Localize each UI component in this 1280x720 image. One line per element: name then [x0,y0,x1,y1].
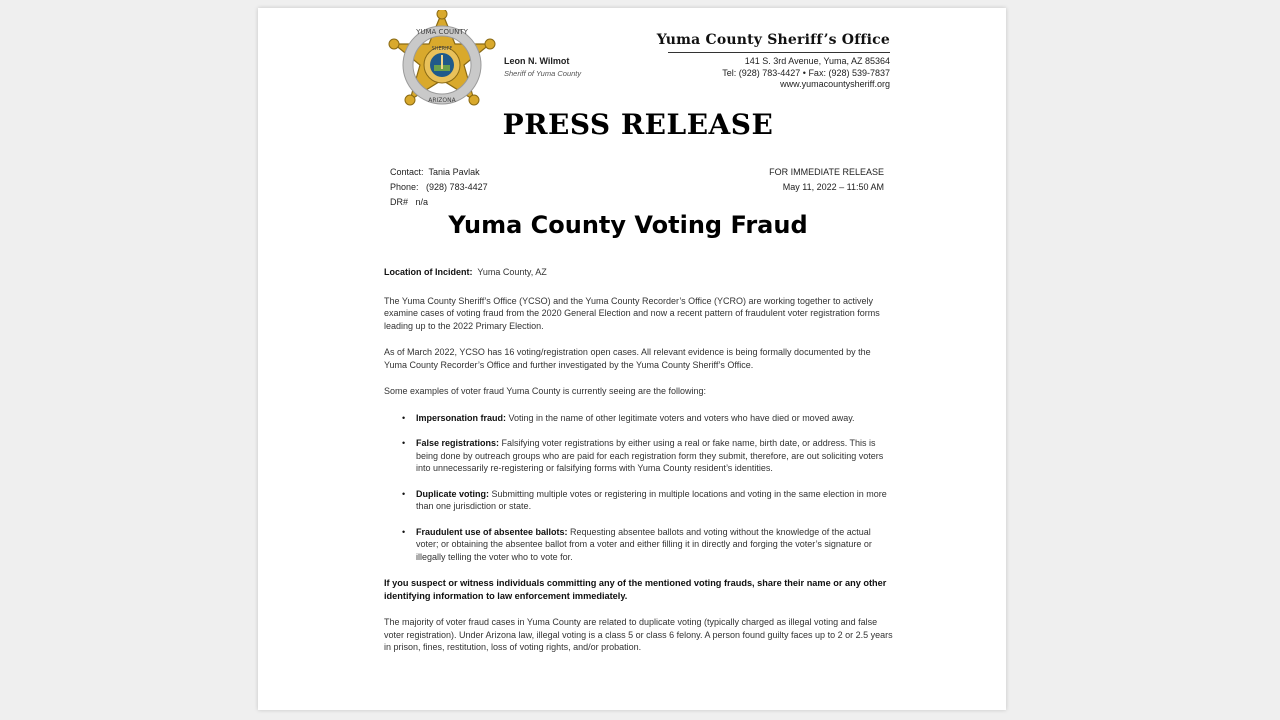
list-item-term: Fraudulent use of absentee ballots: [416,526,568,537]
badge-text-top: YUMA COUNTY [416,28,468,36]
office-name: Yuma County Sheriff’s Office [656,32,890,48]
list-item [416,412,894,425]
office-address-block [722,56,890,91]
list-item-text: Falsifying voter registrations by either using a real or fake name, birth date, or address. This is being done by outreach groups who are paid for each registration form they submit, therefore, are out soliciting voters into unnecessarily re-registering or falsifying forms with Yuma County resident’s identities. [416,438,884,473]
list-item-term: Duplicate voting: [416,488,490,499]
office-website: www.yumacountysheriff.org [780,79,890,89]
headline: Yuma County Voting Fraud [448,211,808,239]
contact-value: Tania Pavlak [428,167,480,177]
paragraph-3: Some examples of voter fraud Yuma County is currently seeing are the following: [384,386,707,396]
release-datetime: May 11, 2022 – 11:50 AM [782,182,884,192]
office-phone-fax: Tel: (928) 783-4427 • Fax: (928) 539-7837 [722,67,890,78]
sheriff-title: Sheriff of Yuma County [504,69,582,78]
list-item [416,526,894,564]
header-divider [668,52,890,53]
office-address: 141 S. 3rd Avenue, Yuma, AZ 85364 [744,56,890,66]
phone-label: Phone: [390,182,419,192]
sheriff-badge-logo [384,10,500,124]
location-value: Yuma County, AZ [477,267,547,277]
callout-paragraph: If you suspect or witness individuals committing any of the mentioned voting frauds, share their name or any other identifying information to law enforcement immediately. [384,578,887,601]
dr-value: n/a [415,197,429,207]
list-item-text: Submitting multiple votes or registering in multiple locations and voting in the same election in more than one jurisdiction or state. [416,488,887,511]
contact-label: Contact: [390,167,424,177]
badge-text-center: SHERIFF [431,46,453,52]
badge-text-bottom: ARIZONA [428,97,456,104]
release-block [769,165,884,195]
paragraph-4: The majority of voter fraud cases in Yuma County are related to duplicate voting (typically charged as illegal voting and false voter registration). Under Arizona law, illegal voting is a class 5 or class 6 felony. A person found guilty faces up to 2 or 2.5 years in prison, fines, restitution, loss of voting rights, and/or probation. [384,617,893,652]
fraud-examples-list [384,412,894,564]
release-status: FOR IMMEDIATE RELEASE [769,167,884,177]
press-release-page [258,8,1006,710]
paragraph-2: As of March 2022, YCSO has 16 voting/registration open cases. All relevant evidence is being formally documented by the Yuma County Recorder’s Office and further investigated by the Yuma County Sheriff’s Office. [384,347,871,370]
paragraph-1: The Yuma County Sheriff’s Office (YCSO) and the Yuma County Recorder’s Office (YCRO) are working together to actively examine cases of voting fraud from the 2020 General Election and now a recent pattern of fraudulent voter registration forms leading up to the 2022 Primary Election. [384,295,880,331]
list-item-text: Voting in the name of other legitimate voters and voters who have died or moved away. [506,412,855,423]
contact-block [390,165,488,210]
dr-label: DR# [390,197,409,207]
list-item-term: False registrations: [416,438,500,448]
body-content [384,266,894,668]
list-item-text: Requesting absentee ballots and voting without the knowledge of the actual voter; or obtaining the absentee ballot from a voter and either filling it in directly and forging the voter’s signature or illegally telling the voter who to vote for. [416,526,872,562]
list-item-term: Impersonation fraud: [416,412,507,423]
sheriff-name: Leon N. Wilmot [504,56,570,66]
list-item [416,437,894,475]
location-label: Location of Incident: [384,267,473,277]
phone-value: (928) 783-4427 [426,182,488,192]
location-of-incident [384,266,894,279]
list-item [416,488,894,513]
press-release-title: PRESS RELEASE [502,108,774,141]
